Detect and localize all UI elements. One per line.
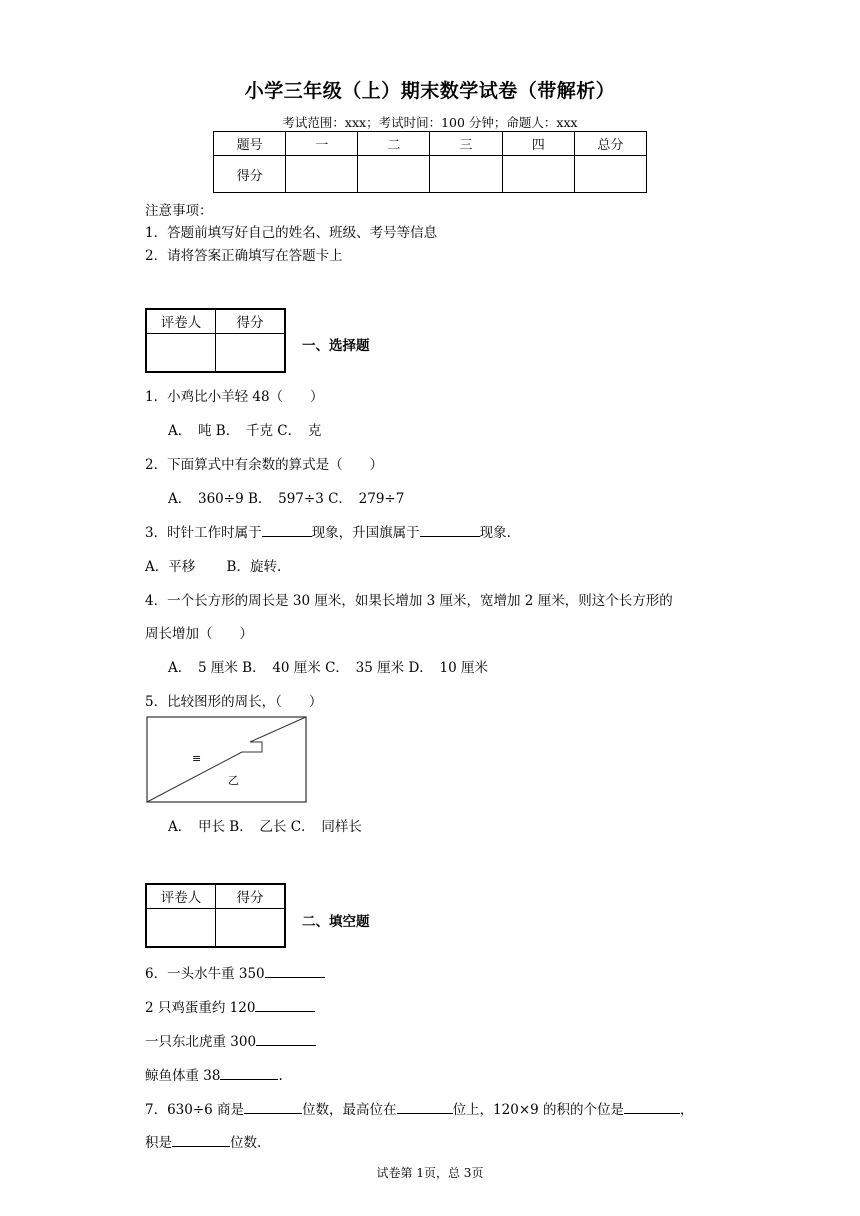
- question-2: 2．下面算式中有余数的算式是（ ）: [145, 457, 384, 473]
- question-6-text: 2 只鸡蛋重约 120: [145, 1000, 256, 1016]
- grader-box: [145, 883, 286, 948]
- score-cell: [286, 156, 358, 193]
- question-3: [145, 521, 511, 541]
- score-cell: [358, 156, 430, 193]
- question-3-text: 3．时针工作时属于: [145, 525, 262, 541]
- figure-label-jia: ≡: [192, 752, 202, 765]
- question-4-options: A． 5 厘米 B． 40 厘米 C． 35 厘米 D． 10 厘米: [168, 660, 488, 676]
- question-6-text: 6．一头水牛重 350: [145, 966, 265, 982]
- question-7-text: 位上，120×9 的积的个位是: [452, 1102, 625, 1118]
- question-1-options: A． 吨 B． 千克 C． 克: [168, 423, 322, 439]
- question-7-text: 积是: [145, 1135, 172, 1151]
- grader-box: [145, 308, 286, 373]
- score-cell: [216, 333, 286, 372]
- grader-cell: [146, 908, 216, 947]
- question-2-options: A． 360÷9 B． 597÷3 C． 279÷7: [168, 491, 405, 507]
- question-7-text: 位数，最高位在: [302, 1102, 397, 1118]
- score-cell: [216, 908, 286, 947]
- section-title: 二、填空题: [302, 914, 370, 930]
- exam-info: 考试范围：xxx；考试时间：100 分钟；命题人：xxx: [282, 115, 578, 130]
- score-cell: [430, 156, 502, 193]
- question-6a: [145, 962, 325, 982]
- score-header-cell: 四: [502, 132, 574, 156]
- answer-blank: [265, 963, 325, 978]
- question-6b: [145, 996, 315, 1016]
- note-item: 1．答题前填写好自己的姓名、班级、考号等信息: [145, 225, 438, 241]
- score-label: 得分: [216, 309, 286, 333]
- section-title: 一、选择题: [302, 338, 370, 354]
- answer-blank: [624, 1099, 680, 1114]
- score-header-cell: 一: [286, 132, 358, 156]
- question-1: 1．小鸡比小羊轻 48（ ）: [145, 389, 324, 405]
- question-5-options: A． 甲长 B． 乙长 C． 同样长: [168, 819, 362, 835]
- page-title: 小学三年级（上）期末数学试卷（带解析）: [244, 80, 616, 102]
- grader-cell: [146, 333, 216, 372]
- page-footer: 试卷第 1页，总 3页: [376, 1166, 484, 1180]
- score-cell: [574, 156, 646, 193]
- question-6d: [145, 1064, 283, 1084]
- question-7-line2: [145, 1131, 261, 1151]
- answer-blank: [420, 522, 480, 537]
- question-7-line1: [145, 1098, 694, 1118]
- question-6c: [145, 1030, 316, 1050]
- answer-blank: [172, 1132, 230, 1147]
- question-4-line1: 4．一个长方形的周长是 30 厘米，如果长增加 3 厘米，宽增加 2 厘米，则这个长方形的: [145, 593, 673, 609]
- question-3-text: 现象，升国旗属于: [311, 525, 420, 541]
- question-3-text: 现象.: [479, 525, 511, 541]
- answer-blank: [244, 1099, 302, 1114]
- question-7-text: 位数.: [230, 1135, 262, 1151]
- answer-blank: [255, 997, 315, 1012]
- score-header-cell: 三: [430, 132, 502, 156]
- score-header-cell: 题号: [214, 132, 286, 156]
- score-table: [213, 131, 647, 193]
- question-7-text: 7．630÷6 商是: [145, 1102, 245, 1118]
- figure-label-yi: 乙: [228, 774, 239, 787]
- notes-heading: 注意事项：: [145, 203, 213, 219]
- question-5: 5．比较图形的周长，（ ）: [145, 694, 323, 710]
- question-4-line2: 周长增加（ ）: [145, 626, 253, 642]
- perimeter-figure: [146, 716, 308, 804]
- grader-label: 评卷人: [146, 309, 216, 333]
- answer-blank: [262, 522, 312, 537]
- score-label: 得分: [216, 884, 286, 908]
- question-6-text: .: [278, 1068, 283, 1084]
- grader-label: 评卷人: [146, 884, 216, 908]
- question-6-text: 鲸鱼体重 38: [145, 1068, 221, 1084]
- note-item: 2．请将答案正确填写在答题卡上: [145, 248, 343, 264]
- answer-blank: [220, 1065, 278, 1080]
- question-7-text: ，: [680, 1102, 694, 1118]
- score-header-cell: 总分: [574, 132, 646, 156]
- answer-blank: [256, 1031, 316, 1046]
- score-cell: [502, 156, 574, 193]
- answer-blank: [397, 1099, 453, 1114]
- question-3-options: A．平移 B．旋转.: [145, 559, 282, 575]
- score-row-label: 得分: [214, 156, 286, 193]
- score-header-cell: 二: [358, 132, 430, 156]
- question-6-text: 一只东北虎重 300: [145, 1034, 257, 1050]
